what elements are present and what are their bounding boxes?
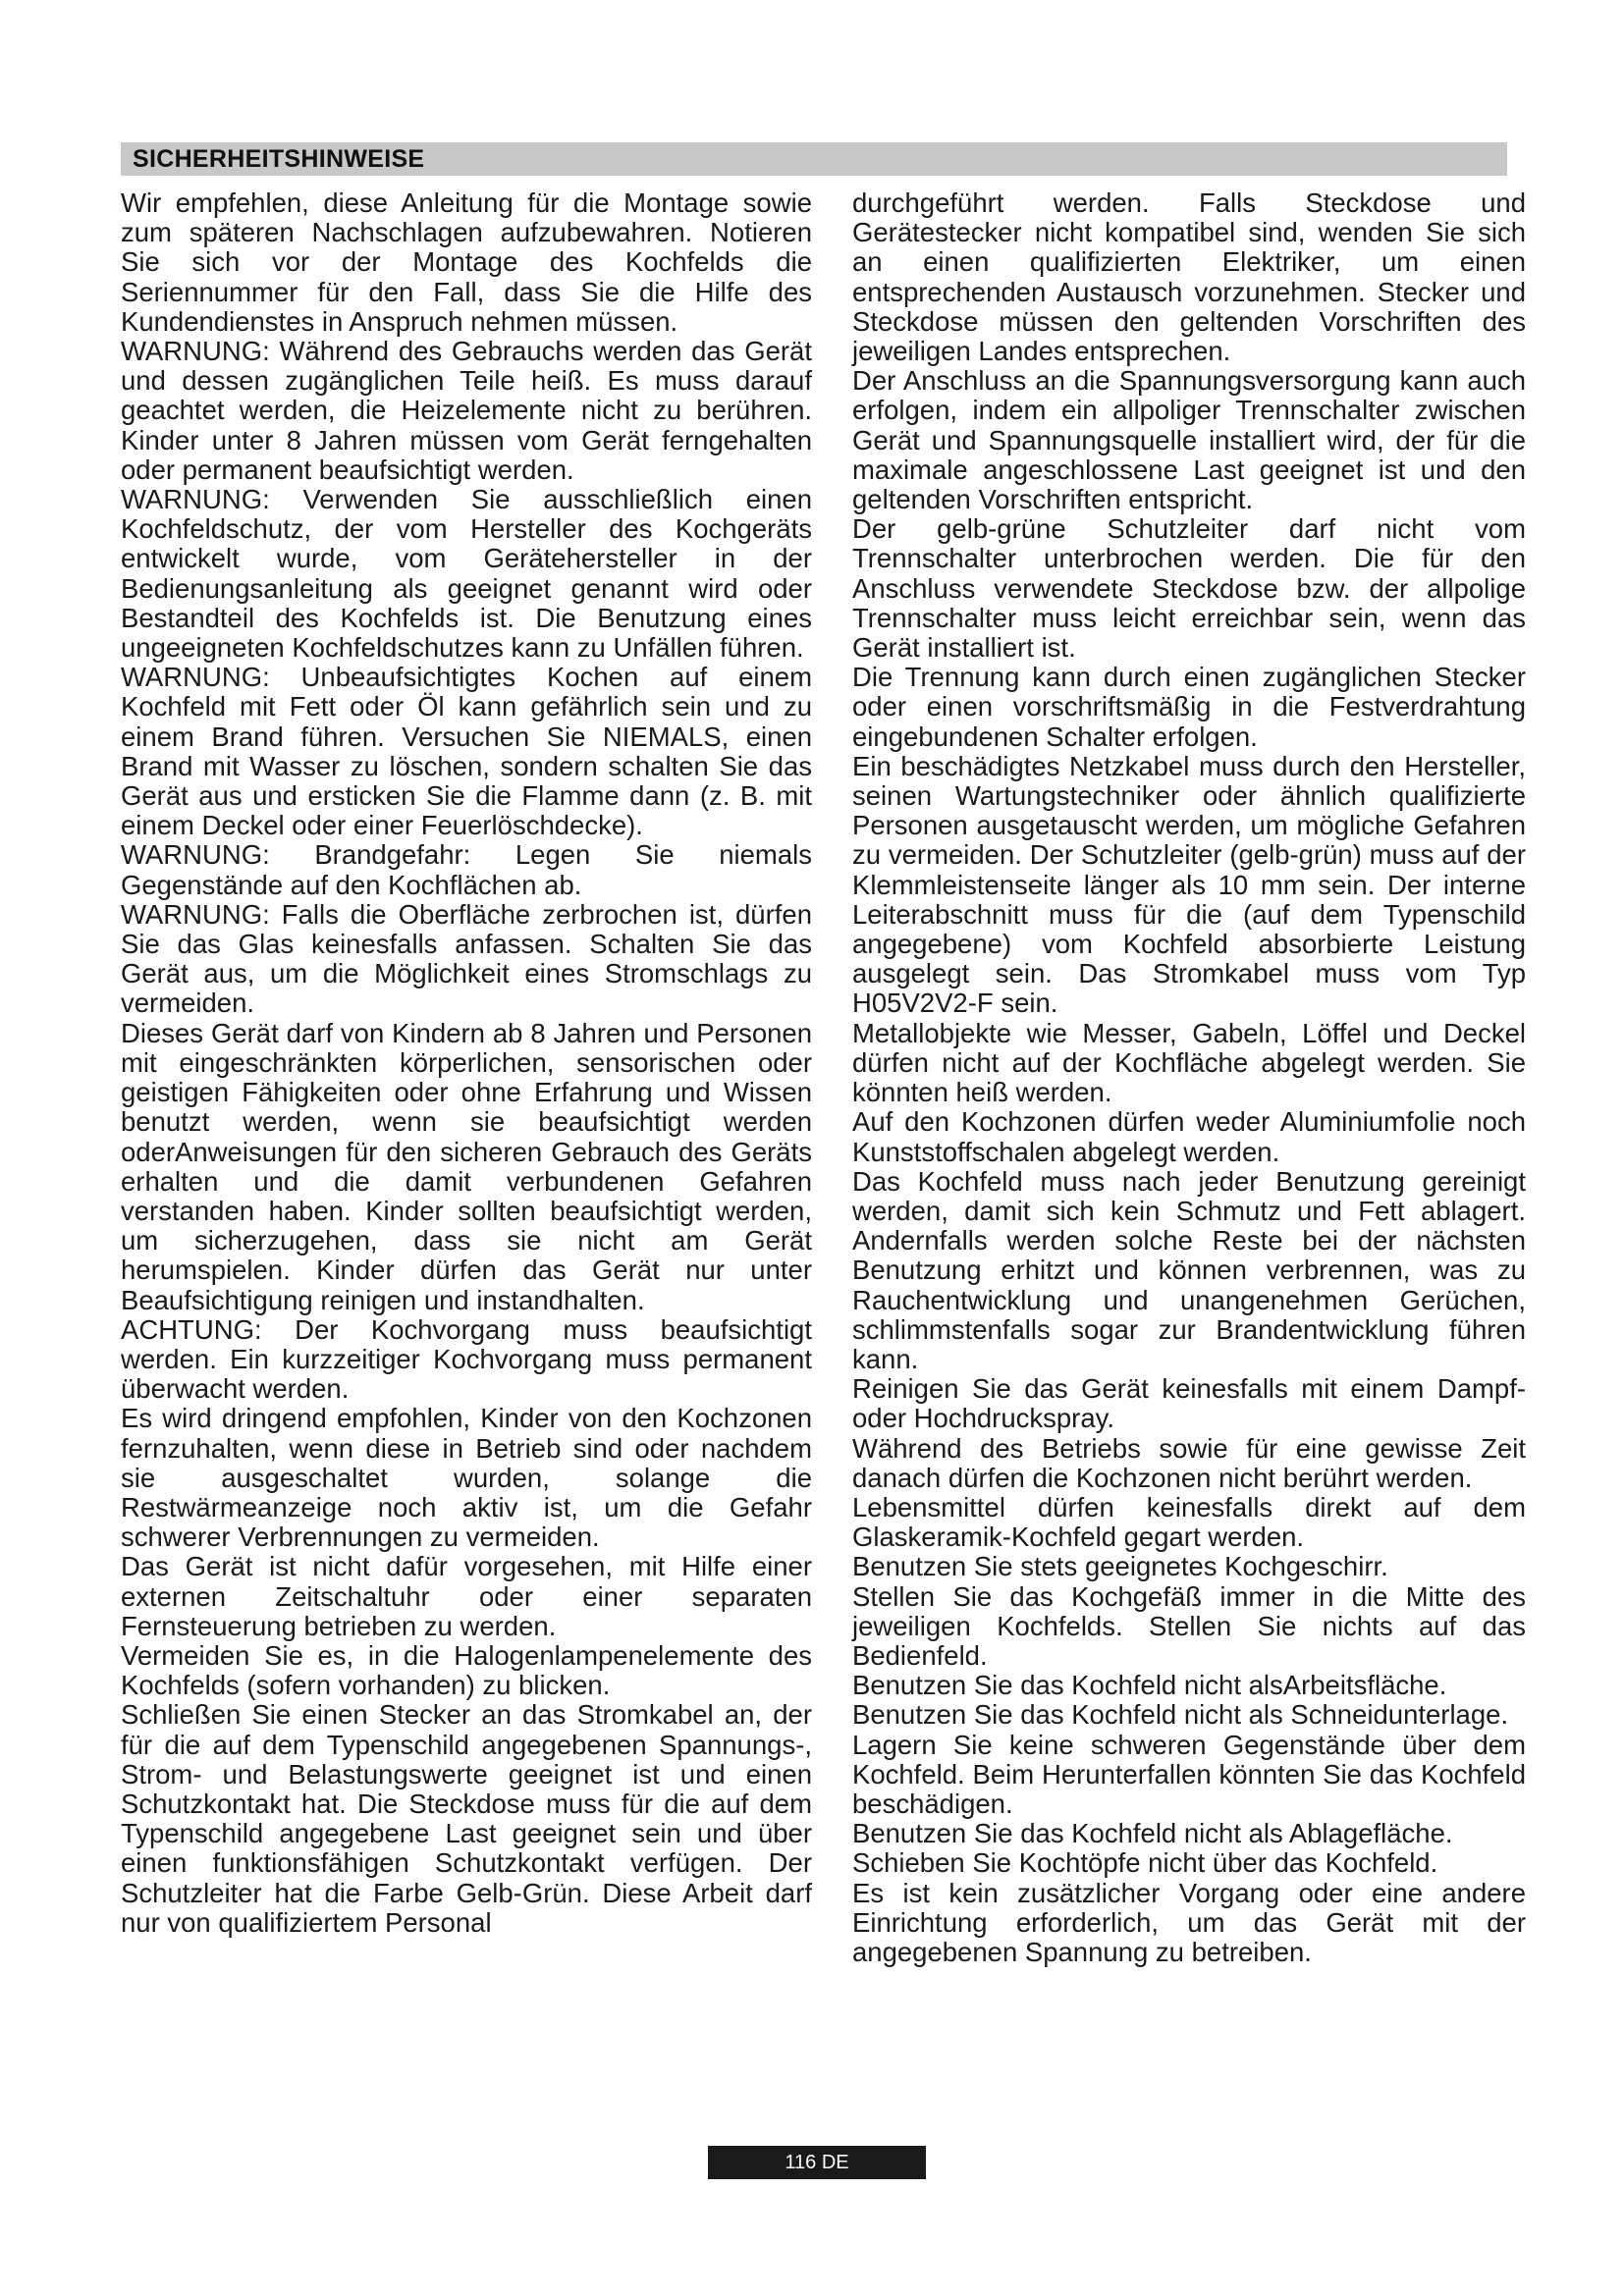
paragraph: WARNUNG: Brandgefahr: Legen Sie niemals Gegenstände auf den Kochflächen ab. xyxy=(121,839,812,900)
paragraph: Dieses Gerät darf von Kindern ab 8 Jahren und Personen mit eingeschränkten körperlichen, sensorischen oder geistigen Fähigkeiten oder ohne Erfahrung und Wissen benutzt werden, wenn sie beaufsichtigt werden oderAnweisungen für den sicheren Gebrauch des Geräts erhalten und die damit verbundenen Gefahren verstanden haben. Kinder sollten beaufsichtigt werden, um sicherzugehen, dass sie nicht am Gerät herumspielen. Kinder dürfen das Gerät nur unter Beaufsichtigung reinigen und instandhalten. xyxy=(121,1017,812,1315)
paragraph: Es ist kein zusätzlicher Vorgang oder eine andere Einrichtung erforderlich, um das Gerät mit der angegebenen Spannung zu betreiben. xyxy=(852,1877,1526,1967)
paragraph: Benutzen Sie das Kochfeld nicht alsArbeitsfläche. xyxy=(852,1670,1447,1701)
paragraph: Der Anschluss an die Spannungsversorgung kann auch erfolgen, indem ein allpoliger Trennschalter zwischen Gerät und Spannungsquelle installiert wird, der für die maximale angeschlossene Last geeignet ist und den geltenden Vorschriften entspricht. xyxy=(852,365,1526,515)
page-number-box xyxy=(708,2146,926,2179)
paragraph: Ein beschädigtes Netzkabel muss durch den Hersteller, seinen Wartungstechniker oder ähnlich qualifizierte Personen ausgetauscht werden, um mögliche Gefahren zu vermeiden. Der Schutzleiter (gelb-grün) muss auf der Klemmleistenseite länger als 10 mm sein. Der interne Leiterabschnitt muss für die (auf dem Typenschild angegebene) vom Kochfeld absorbierte Leistung ausgelegt sein. Das Stromkabel muss vom Typ H05V2V2-F sein. xyxy=(852,750,1526,1019)
paragraph: Benutzen Sie stets geeignetes Kochgeschirr. xyxy=(852,1551,1388,1582)
paragraph: Der gelb-grüne Schutzleiter darf nicht vom Trennschalter unterbrochen werden. Die für den Anschluss verwendete Steckdose bzw. der allpolige Trennschalter muss leicht erreichbar sein, wenn das Gerät installiert ist. xyxy=(852,513,1526,664)
left-text-column xyxy=(121,188,812,1938)
paragraph: Schieben Sie Kochtöpfe nicht über das Kochfeld. xyxy=(852,1847,1438,1879)
paragraph: WARNUNG: Falls die Oberfläche zerbrochen ist, dürfen Sie das Glas keinesfalls anfassen. Schalten Sie das Gerät aus, um die Möglichkeit eines Stromschlags zu vermeiden. xyxy=(121,898,812,1019)
paragraph: Das Gerät ist nicht dafür vorgesehen, mit Hilfe einer externen Zeitschaltuhr oder einer separaten Fernsteuerung betrieben zu werden. xyxy=(121,1551,812,1641)
paragraph: Metallobjekte wie Messer, Gabeln, Löffel und Deckel dürfen nicht auf der Kochfläche abgelegt werden. Sie könnten heiß werden. xyxy=(852,1017,1526,1108)
paragraph: Das Kochfeld muss nach jeder Benutzung gereinigt werden, damit sich kein Schmutz und Fett ablagert. Andernfalls werden solche Reste bei der nächsten Benutzung erhitzt und können verbrennen, was zu Rauchentwicklung und unangenehmen Gerüchen, schlimmstenfalls sogar zur Brandentwicklung führen kann. xyxy=(852,1165,1526,1374)
paragraph: Lebensmittel dürfen keinesfalls direkt auf dem Glaskeramik-Kochfeld gegart werden. xyxy=(852,1491,1526,1553)
paragraph: Schließen Sie einen Stecker an das Stromkabel an, der für die auf dem Typenschild angegebenen Spannungs-, Strom- und Belastungswerte geeignet ist und einen Schutzkontakt hat. Die Steckdose muss für die auf dem Typenschild angegebene Last geeignet sein und über einen funktionsfähigen Schutzkontakt verfügen. Der Schutzleiter hat die Farbe Gelb-Grün. Diese Arbeit darf nur von qualifiziertem Personal xyxy=(121,1699,812,1938)
section-title: SICHERHEITSHINWEISE xyxy=(133,145,425,173)
paragraph: WARNUNG: Während des Gebrauchs werden das Gerät und dessen zugänglichen Teile heiß. Es muss darauf geachtet werden, die Heizelemente nicht zu berühren. Kinder unter 8 Jahren müssen vom Gerät ferngehalten oder permanent beaufsichtigt werden. xyxy=(121,336,812,485)
paragraph: Während des Betriebs sowie für eine gewisse Zeit danach dürfen die Kochzonen nicht berührt werden. xyxy=(852,1432,1526,1493)
paragraph: WARNUNG: Unbeaufsichtigtes Kochen auf einem Kochfeld mit Fett oder Öl kann gefährlich sein und zu einem Brand führen. Versuchen Sie NIEMALS, einen Brand mit Wasser zu löschen, sondern schalten Sie das Gerät aus und ersticken Sie die Flamme dann (z. B. mit einem Deckel oder einer Feuerlöschdecke). xyxy=(121,662,812,841)
paragraph: durchgeführt werden. Falls Steckdose und Gerätestecker nicht kompatibel sind, wenden Sie sich an einen qualifizierten Elektriker, um einen entsprechenden Austausch vorzunehmen. Stecker und Steckdose müssen den geltenden Vorschriften des jeweiligen Landes entsprechen. xyxy=(852,187,1526,367)
paragraph: Die Trennung kann durch einen zugänglichen Stecker oder einen vorschriftsmäßig in die Festverdrahtung eingebundenen Schalter erfolgen. xyxy=(852,662,1526,752)
paragraph: Lagern Sie keine schweren Gegenstände über dem Kochfeld. Beim Herunterfallen könnten Sie das Kochfeld beschädigen. xyxy=(852,1729,1526,1819)
right-text-column xyxy=(852,188,1526,1967)
page-number: 116 DE xyxy=(785,2152,849,2173)
paragraph: Stellen Sie das Kochgefäß immer in die Mitte des jeweiligen Kochfelds. Stellen Sie nichts auf das Bedienfeld. xyxy=(852,1580,1526,1671)
paragraph: ACHTUNG: Der Kochvorgang muss beaufsichtigt werden. Ein kurzzeitiger Kochvorgang muss permanent überwacht werden. xyxy=(121,1313,812,1405)
paragraph: Vermeiden Sie es, in die Halogenlampenelemente des Kochfelds (sofern vorhanden) zu blicken. xyxy=(121,1639,812,1701)
paragraph: Reinigen Sie das Gerät keinesfalls mit einem Dampf- oder Hochdruckspray. xyxy=(852,1373,1526,1434)
paragraph: Auf den Kochzonen dürfen weder Aluminiumfolie noch Kunststoffschalen abgelegt werden. xyxy=(852,1106,1526,1167)
paragraph: WARNUNG: Verwenden Sie ausschließlich einen Kochfeldschutz, der vom Hersteller des Kochgeräts entwickelt wurde, vom Gerätehersteller in der Bedienungsanleitung als geeignet genannt wird oder Bestandteil des Kochfelds ist. Die Benutzung eines ungeeigneten Kochfeldschutzes kann zu Unfällen führen. xyxy=(121,484,812,664)
paragraph: Benutzen Sie das Kochfeld nicht als Schneidunterlage. xyxy=(852,1699,1509,1731)
section-header-bar xyxy=(121,142,1507,176)
paragraph: Wir empfehlen, diese Anleitung für die Montage sowie zum späteren Nachschlagen aufzubewahren. Notieren Sie sich vor der Montage des Kochfelds die Seriennummer für den Fall, dass Sie die Hilfe des Kundendienstes in Anspruch nehmen müssen. xyxy=(121,187,812,337)
paragraph: Benutzen Sie das Kochfeld nicht als Ablagefläche. xyxy=(852,1818,1453,1849)
paragraph: Es wird dringend empfohlen, Kinder von den Kochzonen fernzuhalten, wenn diese in Betrieb sind oder nachdem sie ausgeschaltet wurden, solange die Restwärmeanzeige noch aktiv ist, um die Gefahr schwerer Verbrennungen zu vermeiden. xyxy=(121,1403,812,1553)
